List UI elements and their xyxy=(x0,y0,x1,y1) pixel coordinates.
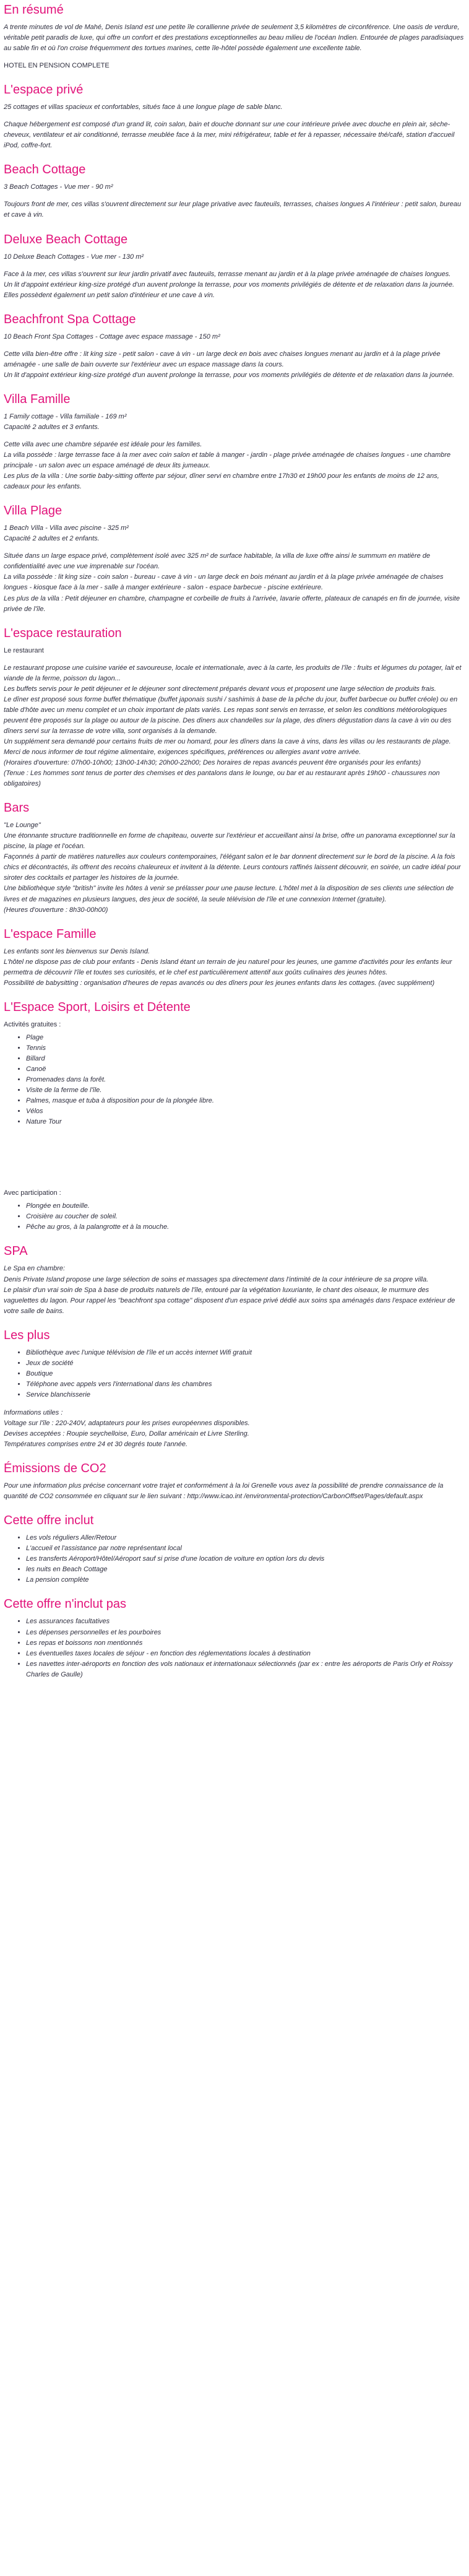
list-item: • Boutique xyxy=(26,1369,465,1379)
villa-famille-desc xyxy=(4,440,465,492)
list-item: • Téléphone avec appels vers l'international dans les chambres xyxy=(26,1379,465,1390)
section-resume xyxy=(4,2,465,71)
list-item: • Croisière au coucher de soleil. xyxy=(26,1212,465,1222)
sport-gratuit-list xyxy=(4,1033,465,1127)
restauration-p1: Le restaurant propose une cuisine variée et savoureuse, locale et internationale, avec à la carte, les produits de l'île : fruits et légumes du potager, lait et viande de la ferme, poisson du lagon... xyxy=(4,664,462,682)
bars-p1: Une étonnante structure traditionnelle en forme de chapiteau, ouverte sur l'extérieur et accueillant ainsi la brise, offre un panorama exceptionnel sur la piscine, la plage et l'océan. xyxy=(4,832,455,851)
list-item: • Palmes, masque et tuba à disposition pour de la plongée libre. xyxy=(26,1096,465,1106)
plus-list xyxy=(4,1348,465,1400)
section-restauration xyxy=(4,626,465,790)
list-item: • Visite de la ferme de l'île. xyxy=(26,1085,465,1096)
restauration-p4: Un supplément sera demandé pour certains fruits de mer ou homard, pour les dîners dans la cave à vins, dans les villas ou les restaurants de plage. Merci de nous informer de tout régime alimentaire, exigences spécifiques, préférences ou allergies avant votre arrivée. xyxy=(4,737,451,757)
famille-p3: Possibilité de babysitting : organisation d'heures de repas avancés ou des dîners pour les jeunes enfants dans les cottages. (avec supplément) xyxy=(4,979,435,987)
list-item: • Jeux de société xyxy=(26,1358,465,1369)
spa-subtitle: Le Spa en chambre: xyxy=(4,1265,66,1273)
bars-p4: (Heures d'ouverture : 8h30-00h00) xyxy=(4,906,108,914)
logement-p2: Chaque hébergement est composé d'un grand lit, coin salon, bain et douche donnant sur une cour intérieure privée avec douche en plein air, sèche-cheveux, ventilateur et air conditionné, terrasse meublée face à la mer, mini réfrigérateur, table et fer à repasser, nécessaire thé/café, station d'accueil iPod, coffre-fort. xyxy=(4,121,455,150)
section-title-villa-plage: Villa Plage xyxy=(4,504,62,518)
section-title-plus: Les plus xyxy=(4,1328,50,1342)
list-item: • les nuits en Beach Cottage xyxy=(26,1564,465,1575)
spa-p2: Le plaisir d'un vrai soin de Spa à base de produits naturels de l'île, entouré par la végétation luxuriante, le chant des oiseaux, le murmure des vaguelettes du lagon. Pour rappel les "beachfront spa cottage" disposent d'un espace privé dédié aux soins spa aménagés dans l'espace extérieur de votre salle de bains. xyxy=(4,1286,455,1315)
section-title-resume: En résumé xyxy=(4,3,64,17)
villa-famille-desc-2: La villa possède : large terrasse face à la mer avec coin salon et table à manger - jardin - plage privée aménagée de chaises longues - une chambre principale - un salon avec un espace aménagé de deux lits jumeaux. xyxy=(4,451,451,470)
section-title-bars: Bars xyxy=(4,801,30,815)
spa-cottage-desc-1: Cette villa bien-être offre : lit king size - petit salon - cave à vin - un large deck en bois avec chaises longues menant au jardin et à la plage privée aménagée - une salle de bain ouverte sur l'extérieur avec un espace massage dans la cours. xyxy=(4,350,441,368)
restauration-p3: Le dîner est proposé sous forme buffet thématique (buffet japonais sushi / sashimis à base de la pêche du jour, buffet barbecue ou buffet créole) ou en table d'hôte avec un menu complet et un choix important de plats variés. Les repas sont servis en terrasse, et selon les conditions météorologiques peuvent être proposés sur la plage ou autour de la piscine. Des dîners aux chandelles sur la plage, des dîners dégustation dans la cave à vin ou des dîners servi sur la terrasse de votre villa, sont organisés à la demande. xyxy=(4,695,458,735)
list-item: • Pêche au gros, à la palangrotte et à la mouche. xyxy=(26,1222,465,1233)
resume-intro: A trente minutes de vol de Mahé, Denis Island est une petite île corallienne privée de seulement 3,5 kilomètres de circonférence. Une oasis de verdure, véritable petit paradis de luxe, qui offre un confort et des prestations exceptionnelles au beau milieu de l'océan Indien. Entourée de plages paradisiaques au sable fin et où l'on croise fréquemment des tortues marines, cette île-hôtel possède également une excellente table. xyxy=(4,24,464,53)
resume-pension: HOTEL EN PENSION COMPLETE xyxy=(4,62,110,70)
villa-plage-desc xyxy=(4,551,465,614)
bars-p2: Façonnés à partir de matières naturelles aux couleurs contemporaines, l'élégant salon et le bar donnent directement sur le bord de la piscine. A la fois chics et décontractés, ils offrent des recoins chaleureux et invitent à la détente. Leurs contours raffinés laissent découvrir, en soirée, un cadre idéal pour siroter des cocktails et partager les histoires de la journée. xyxy=(4,853,461,882)
beach-cottage-sub: 3 Beach Cottages - Vue mer - 90 m² xyxy=(4,183,113,191)
villa-plage-desc-3: Les plus de la villa : Petit déjeuner en chambre, champagne et corbeille de fruits à l'arrivée, lavarie offerte, plateaux de canapés en fin de journée, visite privée de l'île. xyxy=(4,594,460,613)
list-item: • Plongée en bouteille. xyxy=(26,1201,465,1212)
villa-famille-sub xyxy=(4,412,465,433)
list-item: • Plage xyxy=(26,1033,465,1043)
list-item: • Billard xyxy=(26,1054,465,1064)
section-title-beach-cottage: Beach Cottage xyxy=(4,163,86,177)
restauration-p2: Les buffets servis pour le petit déjeuner et le déjeuner sont directement préparés devant vous et proposent une large sélection de produits frais. xyxy=(4,685,436,693)
non-inclus-list xyxy=(4,1616,465,1680)
section-inclus xyxy=(4,1513,465,1585)
list-item: • Les navettes inter-aéroports en fonction des vols nationaux et internationaux sélectionnés (par ex : entre les aéroports de Paris Orly et Roissy Charles de Gaulle) xyxy=(26,1659,465,1680)
deluxe-desc xyxy=(4,269,465,301)
section-title-spa-cottage: Beachfront Spa Cottage xyxy=(4,312,136,326)
spa-p1: Denis Private Island propose une large sélection de soins et massages spa directement dans l'intimité de la cour intérieure de sa propre villa. xyxy=(4,1275,429,1283)
logement-p1: 25 cottages et villas spacieux et confortables, situés face à une longue plage de sable blanc. xyxy=(4,103,283,111)
famille-body xyxy=(4,947,465,989)
list-item: • Les assurances facultatives xyxy=(26,1616,465,1627)
section-spa-cottage xyxy=(4,312,465,381)
restauration-p5: (Horaires d'ouverture: 07h00-10h00; 13h00-14h30; 20h00-22h00; Des horaires de repas avancés peuvent être organisés pour les enfants) xyxy=(4,759,421,767)
plus-info-1: Voltage sur l'île : 220-240V, adaptateurs pour les prises européennes disponibles. xyxy=(4,1419,250,1427)
villa-plage-sub-2: Capacité 2 adultes et 2 enfants. xyxy=(4,535,100,543)
section-non-inclus xyxy=(4,1597,465,1680)
sport-payant-list xyxy=(4,1201,465,1233)
list-item: • Nature Tour xyxy=(26,1117,465,1127)
section-villa-plage xyxy=(4,503,465,614)
section-title-restauration: L'espace restauration xyxy=(4,626,122,640)
list-item: • Les éventuelles taxes locales de séjour - en fonction des réglementations locales à destination xyxy=(26,1649,465,1659)
section-title-co2: Émissions de CO2 xyxy=(4,1462,106,1476)
famille-p1: Les enfants sont les bienvenus sur Denis Island. xyxy=(4,947,150,955)
co2-text: Pour une information plus précise concernant votre trajet et conformément à la loi Grenelle vous avez la possibilité de prendre connaissance de la quantité de CO2 consommée en cliquant sur le lien suivant : http://www.icao.int /environmental-protection/CarbonOffset/Pages/default.aspx xyxy=(4,1482,444,1501)
section-title-logement: L'espace privé xyxy=(4,83,84,97)
section-title-non-inclus: Cette offre n'inclut pas xyxy=(4,1597,127,1611)
villa-famille-sub-2: Capacité 2 adultes et 3 enfants. xyxy=(4,423,100,431)
plus-info-2: Devises acceptées : Roupie seychelloise, Euro, Dollar américain et Livre Sterling. xyxy=(4,1430,249,1438)
section-co2 xyxy=(4,1461,465,1502)
famille-p2: L'hôtel ne dispose pas de club pour enfants - Denis Island étant un terrain de jeu naturel pour les jeunes, une gamme d'activités pour les enfants leur permettra de découvrir l'île et toutes ses curiosités, et le chef est particulièrement attentif aux goûts culinaires des jeunes hôtes. xyxy=(4,958,452,976)
list-item: • Tennis xyxy=(26,1043,465,1054)
section-logement xyxy=(4,82,465,151)
sport-gratuit-label: Activités gratuites : xyxy=(4,1020,61,1028)
section-title-spa: SPA xyxy=(4,1244,28,1259)
section-bars xyxy=(4,800,465,915)
villa-plage-desc-2: La villa possède : lit king size - coin salon - bureau - cave à vin - un large deck en bois ménant au jardin et à la plage privée aménagée de chaises longues - kiosque face à la mer - salle à manger extérieure - salon - espace barbecue - piscine extérieure. xyxy=(4,573,444,592)
plus-info xyxy=(4,1408,465,1450)
list-item: • Service blanchisserie xyxy=(26,1390,465,1400)
section-title-sport: L'Espace Sport, Loisirs et Détente xyxy=(4,1000,191,1014)
list-item: • Les transferts Aéroport/Hôtel/Aéroport sauf si prise d'une location de voiture en option lors du devis xyxy=(26,1554,465,1564)
beach-cottage-desc: Toujours front de mer, ces villas s'ouvrent directement sur leur plage privative avec fauteuils, terrasses, chaises longues A l'intérieur : petit salon, bureau et cave à vin. xyxy=(4,201,462,219)
spa-cottage-desc-2: Un lit d'appoint extérieur king-size protégé d'un auvent prolonge la terrasse, pour vos moments privilégiés de détente et de relaxation dans la journée. xyxy=(4,371,455,379)
bars-name: "Le Lounge" xyxy=(4,822,41,830)
list-item: • L'accueil et l'assistance par notre représentant local xyxy=(26,1543,465,1554)
list-item: • Bibliothèque avec l'unique télévision de l'île et un accès internet Wifi gratuit xyxy=(26,1348,465,1358)
restauration-body xyxy=(4,663,465,790)
deluxe-desc-1: Face à la mer, ces villas s'ouvrent sur leur jardin privatif avec fauteuils, terrasse menant au jardin et à la plage privée aménagée de chaises longues. xyxy=(4,270,451,278)
villa-famille-desc-1: Cette villa avec une chambre séparée est idéale pour les familles. xyxy=(4,440,202,448)
section-villa-famille xyxy=(4,392,465,492)
villa-famille-sub-1: 1 Family cottage - Villa familiale - 169 m² xyxy=(4,412,127,420)
list-item: • Les repas et boissons non mentionnés xyxy=(26,1638,465,1649)
section-title-famille: L'espace Famille xyxy=(4,927,97,941)
plus-info-3: Températures comprises entre 24 et 30 degrés toute l'année. xyxy=(4,1441,188,1449)
section-plus xyxy=(4,1328,465,1450)
villa-plage-sub xyxy=(4,523,465,544)
section-spa xyxy=(4,1244,465,1316)
section-sport xyxy=(4,1000,465,1233)
section-famille xyxy=(4,927,465,989)
section-beach-cottage xyxy=(4,162,465,220)
villa-famille-desc-3: Les plus de la villa : Une sortie baby-sitting offerte par séjour, dîner servi en chambre entre 17h30 et 19h00 pour les enfants de moins de 12 ans, cadeaux pour les enfants. xyxy=(4,472,439,491)
list-item: • Promenades dans la forêt. xyxy=(26,1075,465,1085)
restauration-subtitle: Le restaurant xyxy=(4,646,44,654)
bars-p3: Une bibliothèque style "british" invite les hôtes à venir se prélasser pour une pause lecture. L'hôtel met à la disposition de ses clients une sélection de livres et de magazines en plusieurs langues, des jeux de société, la seule télévision de l'île et une connexion Internet (gratuite). xyxy=(4,885,454,903)
section-deluxe xyxy=(4,232,465,301)
bars-body xyxy=(4,820,465,915)
restauration-p6: (Tenue : Les hommes sont tenus de porter des chemises et des pantalons dans le lounge, ou bar et au restaurant après 19h00 - chaussures non obligatoires) xyxy=(4,770,440,788)
section-title-deluxe: Deluxe Beach Cottage xyxy=(4,232,128,246)
deluxe-desc-3: Elles possèdent également un petit salon d'intérieur et une cave à vin. xyxy=(4,291,215,299)
spacer xyxy=(4,1135,465,1188)
villa-plage-desc-1: Située dans un large espace privé, complètement isolé avec 325 m² de surface habitable, la villa de luxe offre ainsi le summum en matière de confidentialité avec une vue imprenable sur l'océan. xyxy=(4,552,431,571)
spa-body xyxy=(4,1264,465,1316)
section-title-inclus: Cette offre inclut xyxy=(4,1514,94,1528)
plus-info-label: Informations utiles : xyxy=(4,1408,63,1416)
sport-payant-label: Avec participation : xyxy=(4,1189,61,1197)
villa-plage-sub-1: 1 Beach Villa - Villa avec piscine - 325 m² xyxy=(4,524,129,532)
list-item: • Canoë xyxy=(26,1064,465,1075)
deluxe-sub: 10 Deluxe Beach Cottages - Vue mer - 130 m² xyxy=(4,253,144,261)
section-title-villa-famille: Villa Famille xyxy=(4,392,71,406)
list-item: • La pension complète xyxy=(26,1575,465,1585)
inclus-list xyxy=(4,1533,465,1585)
list-item: • Les vols réguliers Aller/Retour xyxy=(26,1533,465,1543)
list-item: • Vélos xyxy=(26,1106,465,1117)
list-item: • Les dépenses personnelles et les pourboires xyxy=(26,1628,465,1638)
spa-cottage-desc xyxy=(4,349,465,381)
spa-cottage-sub: 10 Beach Front Spa Cottages - Cottage avec espace massage - 150 m² xyxy=(4,332,220,340)
deluxe-desc-2: Un lit d'appoint extérieur king-size protégé d'un auvent prolonge la terrasse, pour vos moments privilégiés de détente et de relaxation dans la journée. xyxy=(4,280,455,288)
